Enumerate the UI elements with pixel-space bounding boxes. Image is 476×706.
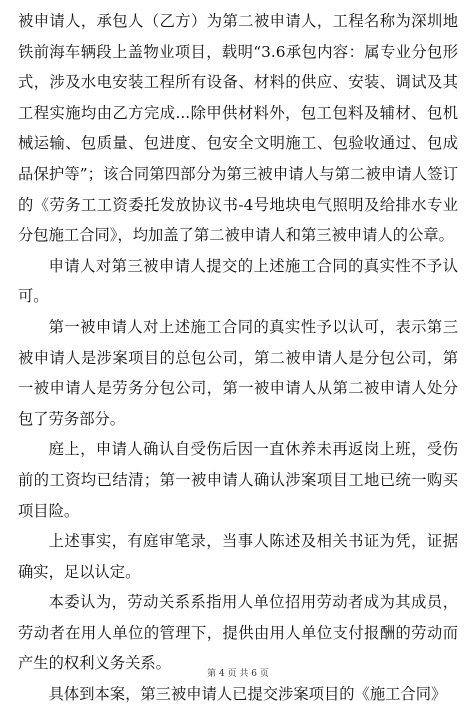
paragraph-3: 第一被申请人对上述施工合同的真实性予以认可，表示第三被申请人是涉案项目的总包公司，第二被申请人是分包公司，第一被申请人是劳务分包公司，第一被申请人从第二被申请人处分包了劳务部分。: [18, 317, 458, 428]
paragraph-1: 被申请人，承包人（乙方）为第二被申请人，工程名称为深圳地铁前海车辆段上盖物业项目，载明“3.6承包内容：属专业分包形式，涉及水电安装工程所有设备、材料的供应、安装、调试及其工程实施均由乙方完成...除甲供材料外，包工包料及辅材、包机械运输、包质量、包进度、包安全文明施工、包验收通过、包成品保护等”；该合同第四部分为第三被申请人与第二被申请人签订的《劳务工工资委托发放协议书-4号地块电气照明及给排水专业分包施工合同》，均加盖了第二被申请人和第三被申请人的公章。: [18, 12, 458, 245]
page-number-footer: 第 4 页 共 6 页: [207, 669, 269, 679]
paragraph-4: 庭上，申请人确认自受伤后因一直休养未再返岗上班，受伤前的工资均已结清；第一被申请人确认涉案项目工地已统一购买项目险。: [18, 440, 458, 520]
paragraph-7: 具体到本案，第三被申请人已提交涉案项目的《施工合同》: [48, 685, 447, 704]
paragraph-5: 上述事实，有庭审笔录，当事人陈述及相关书证为凭，证据确实，足以认定。: [18, 532, 458, 581]
paragraph-2: 申请人对第三被申请人提交的上述施工合同的真实性不予认可。: [18, 256, 458, 306]
body-text: [18, 6, 458, 706]
paragraph-6: 本委认为，劳动关系系指用人单位招用劳动者成为其成员，劳动者在用人单位的管理下，提供由用人单位支付报酬的劳动而产生的权利义务关系。: [18, 593, 458, 673]
